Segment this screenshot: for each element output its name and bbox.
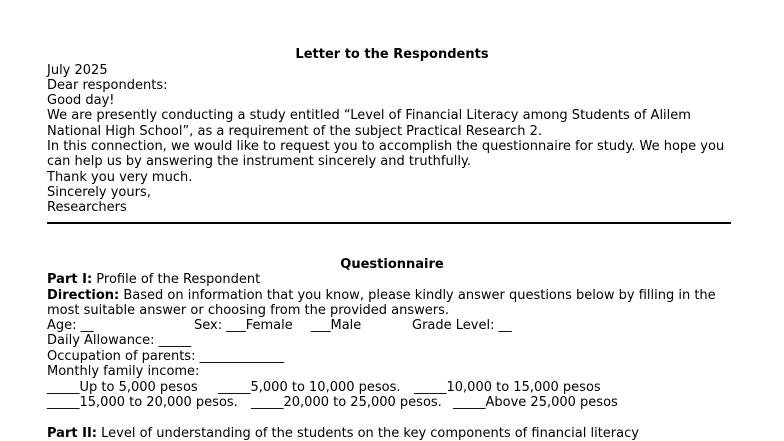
income-option-6[interactable]: _____Above 25,000 pesos [453, 395, 618, 410]
letter-body-line-4: can help us by answering the instrument sincerely and truthfully. [47, 154, 471, 169]
income-option-5[interactable]: _____20,000 to 25,000 pesos. [251, 395, 442, 410]
section-divider [47, 222, 731, 224]
part1-heading [47, 272, 260, 287]
part2-heading [47, 426, 639, 441]
letter-date: July 2025 [47, 63, 108, 78]
letter-body-line-3: In this connection, we would like to request you to accomplish the questionnaire for study. We hope you [47, 139, 725, 154]
letter-greeting: Good day! [47, 93, 115, 108]
part1-label: Part I: [47, 272, 93, 287]
direction-line-2: most suitable answer or choosing from the provided answers. [47, 303, 450, 318]
letter-body-line-1: We are presently conducting a study entitled “Level of Financial Literacy among Students of Alilem [47, 108, 691, 123]
income-option-3[interactable]: _____10,000 to 15,000 pesos [414, 380, 601, 395]
direction-text-1: Based on information that you know, please kindly answer questions below by filling in the [119, 288, 716, 303]
letter-thanks: Thank you very much. [47, 170, 193, 185]
income-option-2[interactable]: _____5,000 to 10,000 pesos. [218, 380, 401, 395]
part1-heading-text: Profile of the Respondent [92, 272, 261, 287]
daily-allowance-field[interactable]: Daily Allowance: _____ [47, 333, 192, 348]
letter-signature: Researchers [47, 200, 127, 215]
letter-title: Letter to the Respondents [295, 47, 489, 62]
letter-salutation: Dear respondents: [47, 78, 168, 93]
direction-line-1 [47, 288, 716, 303]
sex-female-field[interactable]: Sex: ___Female [194, 318, 293, 333]
grade-level-field[interactable]: Grade Level: __ [412, 318, 512, 333]
income-option-1[interactable]: _____Up to 5,000 pesos [47, 380, 198, 395]
letter-body-line-2: National High School”, as a requirement of the subject Practical Research 2. [47, 124, 542, 139]
questionnaire-title: Questionnaire [340, 257, 444, 272]
income-label: Monthly family income: [47, 364, 200, 379]
part2-label: Part II: [47, 426, 97, 441]
sex-male-field[interactable]: ___Male [311, 318, 362, 333]
letter-closing: Sincerely yours, [47, 185, 151, 200]
part2-heading-text: Level of understanding of the students on the key components of financial literacy [96, 426, 639, 441]
parent-occupation-field[interactable]: Occupation of parents: _____________ [47, 349, 285, 364]
income-option-4[interactable]: _____15,000 to 20,000 pesos. [47, 395, 238, 410]
direction-label: Direction: [47, 288, 120, 303]
age-field[interactable]: Age: __ [47, 318, 94, 333]
